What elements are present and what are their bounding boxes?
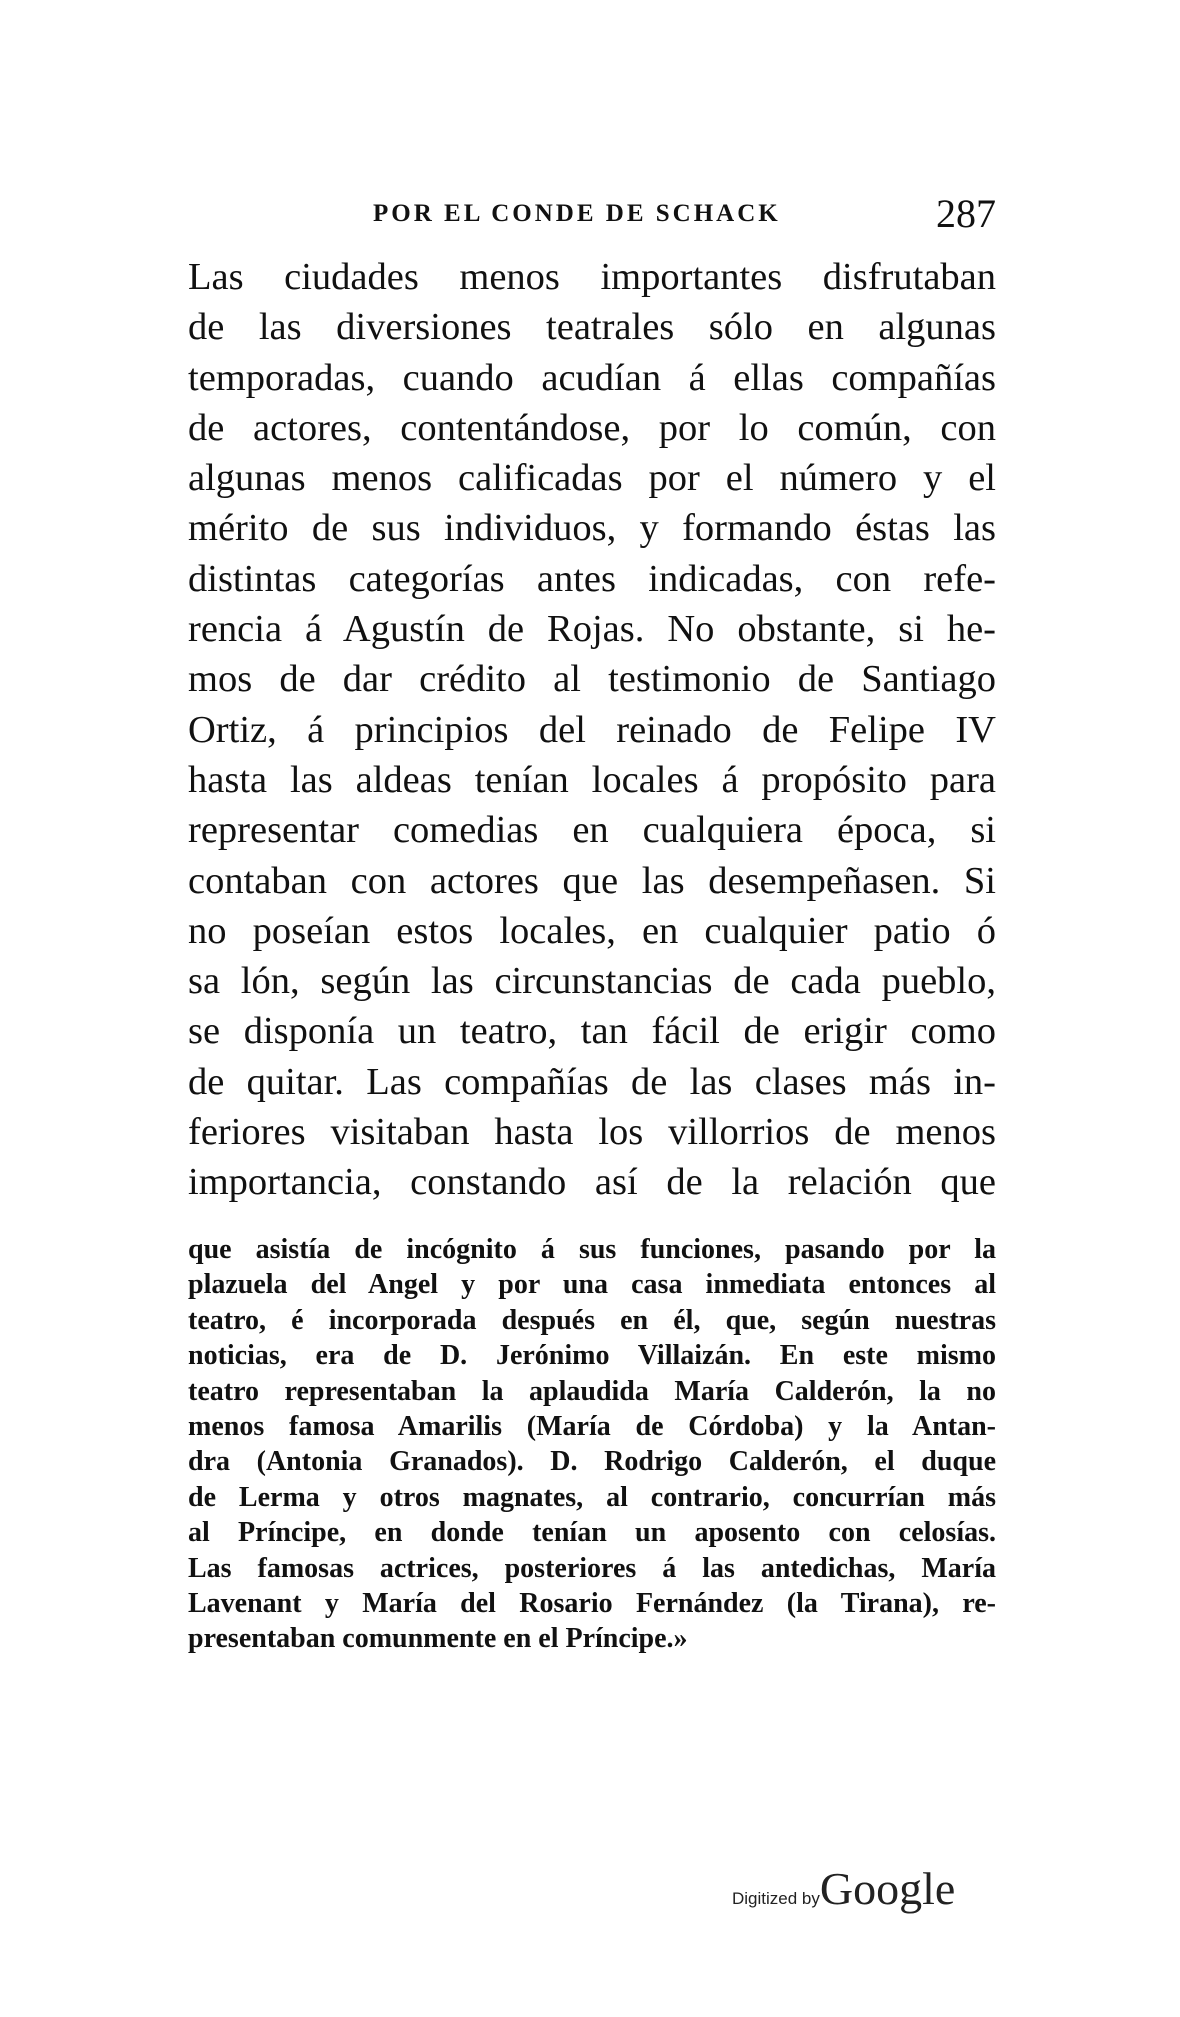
body-line: representar comedias en cualquiera época, si	[188, 809, 996, 852]
running-title: POR EL CONDE DE SCHACK	[373, 200, 781, 227]
footnote-line: teatro, é incorporada después en él, que, según nuestras	[188, 1304, 996, 1336]
footnote-line: menos famosa Amarilis (María de Córdoba) y la Antan-	[188, 1410, 996, 1442]
footnote-line: noticias, era de D. Jerónimo Villaizán. En este mismo	[188, 1340, 996, 1372]
page-number: 287	[936, 191, 996, 236]
running-head	[188, 190, 996, 250]
footnote-line: presentaban comunmente en el Príncipe.»	[188, 1623, 688, 1655]
body-line: Las ciudades menos importantes disfrutaban	[188, 256, 996, 298]
body-line: sa lón, según las circunstancias de cada pueblo,	[188, 960, 996, 1003]
body-line: de actores, contentándose, por lo común, con	[188, 406, 996, 449]
body-line: hasta las aldeas tenían locales á propósito para	[188, 758, 996, 801]
body-line: Ortiz, á principios del reinado de Felipe IV	[188, 708, 996, 751]
digitized-watermark	[732, 1862, 955, 1932]
footnote-line: plazuela del Angel y por una casa inmediata entonces al	[188, 1269, 996, 1301]
body-line: feriores visitaban hasta los villorrios de menos	[188, 1111, 996, 1154]
footnote-line: Lavenant y María del Rosario Fernández (la Tirana), re-	[188, 1587, 996, 1619]
body-line: no poseían estos locales, en cualquier patio ó	[188, 909, 996, 952]
body-line: temporadas, cuando acudían á ellas compañías	[188, 356, 996, 399]
footnote-line: dra (Antonia Granados). D. Rodrigo Calderón, el duque	[188, 1446, 996, 1478]
body-line: importancia, constando así de la relación que	[188, 1161, 996, 1204]
body-text	[188, 252, 996, 1208]
footnote	[188, 1232, 996, 1657]
footnote-line: Las famosas actrices, posteriores á las antedichas, María	[188, 1552, 996, 1584]
body-line: algunas menos calificadas por el número y el	[188, 457, 996, 500]
footnote-line: de Lerma y otros magnates, al contrario, concurrían más	[188, 1481, 996, 1513]
watermark-prefix: Digitized by	[732, 1889, 820, 1908]
body-line: mos de dar crédito al testimonio de Santiago	[188, 658, 996, 701]
body-line: distintas categorías antes indicadas, con refe-	[188, 557, 996, 600]
watermark-brand: Google	[819, 1863, 956, 1914]
body-line: de las diversiones teatrales sólo en algunas	[188, 306, 996, 349]
body-line: mérito de sus individuos, y formando éstas las	[188, 507, 996, 550]
footnote-line: al Príncipe, en donde tenían un aposento con celosías.	[188, 1517, 996, 1549]
body-line: de quitar. Las compañías de las clases más in-	[188, 1060, 996, 1103]
footnote-line: que asistía de incógnito á sus funciones, pasando por la	[188, 1234, 996, 1265]
body-line: contaban con actores que las desempeñasen. Si	[188, 859, 996, 902]
body-line: rencia á Agustín de Rojas. No obstante, si he-	[188, 608, 996, 651]
footnote-line: teatro representaban la aplaudida María Calderón, la no	[188, 1375, 996, 1407]
body-line: se disponía un teatro, tan fácil de erigir como	[188, 1010, 996, 1053]
